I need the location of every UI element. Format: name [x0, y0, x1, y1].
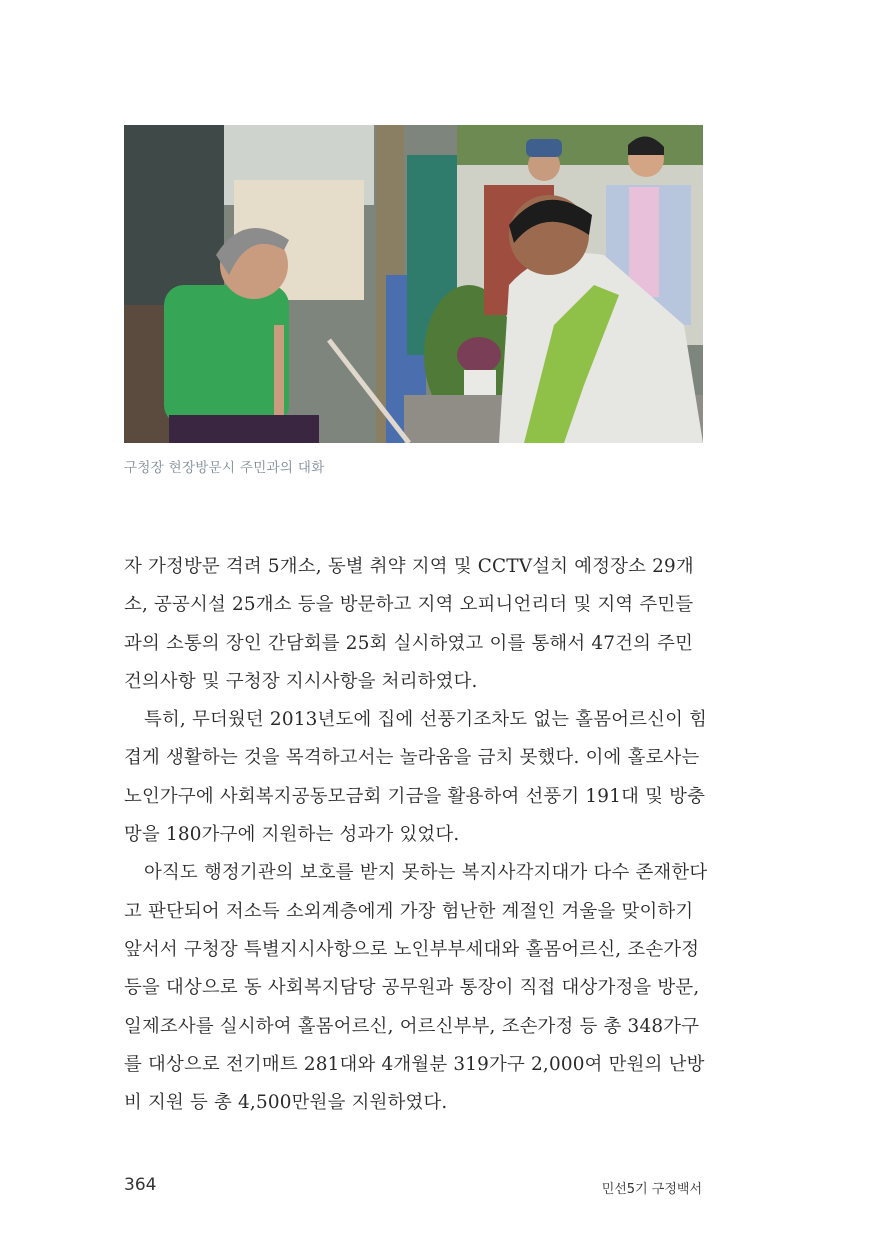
body-text — [124, 548, 718, 1122]
text-line: 망을 180가구에 지원하는 성과가 있었다. — [124, 824, 460, 846]
text-line: 건의사항 및 구청장 지시사항을 처리하였다. — [124, 670, 478, 692]
text-line: 아직도 행정기관의 보호를 받지 못하는 복지사각지대가 다수 존재한다 — [144, 862, 708, 884]
text-line: 소, 공공시설 25개소 등을 방문하고 지역 오피니언리더 및 지역 주민들 — [124, 594, 694, 616]
page-number: 364 — [124, 1175, 157, 1195]
book-title: 민선5기 구정백서 — [601, 1182, 702, 1197]
text-line: 앞서서 구청장 특별지시사항으로 노인부부세대와 홀몸어르신, 조손가정 — [124, 938, 700, 960]
photo-caption: 구청장 현장방문시 주민과의 대화 — [124, 460, 325, 476]
text-line: 를 대상으로 전기매트 281대와 4개월분 319가구 2,000여 만원의 난방 — [124, 1053, 705, 1075]
text-line: 노인가구에 사회복지공동모금회 기금을 활용하여 선풍기 191대 및 방충 — [124, 785, 706, 807]
text-line: 고 판단되어 저소득 소외계층에게 가장 험난한 계절인 겨울을 맞이하기 — [124, 900, 694, 922]
text-line: 자 가정방문 격려 5개소, 동별 취약 지역 및 CCTV설치 예정장소 29개 — [124, 556, 694, 577]
text-line: 등을 대상으로 동 사회복지담당 공무원과 통장이 직접 대상가정을 방문, — [124, 977, 700, 999]
text-line: 겹게 생활하는 것을 목격하고서는 놀라움을 금치 못했다. 이에 홀로사는 — [124, 747, 700, 769]
photo-illustration — [124, 125, 703, 443]
photo-resident-conversation — [124, 125, 703, 443]
text-line: 과의 소통의 장인 간담회를 25회 실시하였고 이를 통해서 47건의 주민 — [124, 632, 694, 654]
text-line: 특히, 무더웠던 2013년도에 집에 선풍기조차도 없는 홀몸어르신이 힘 — [144, 709, 708, 731]
text-line: 비 지원 등 총 4,500만원을 지원하였다. — [124, 1092, 448, 1114]
text-line: 일제조사를 실시하여 홀몸어르신, 어르신부부, 조손가정 등 총 348가구 — [124, 1015, 700, 1037]
